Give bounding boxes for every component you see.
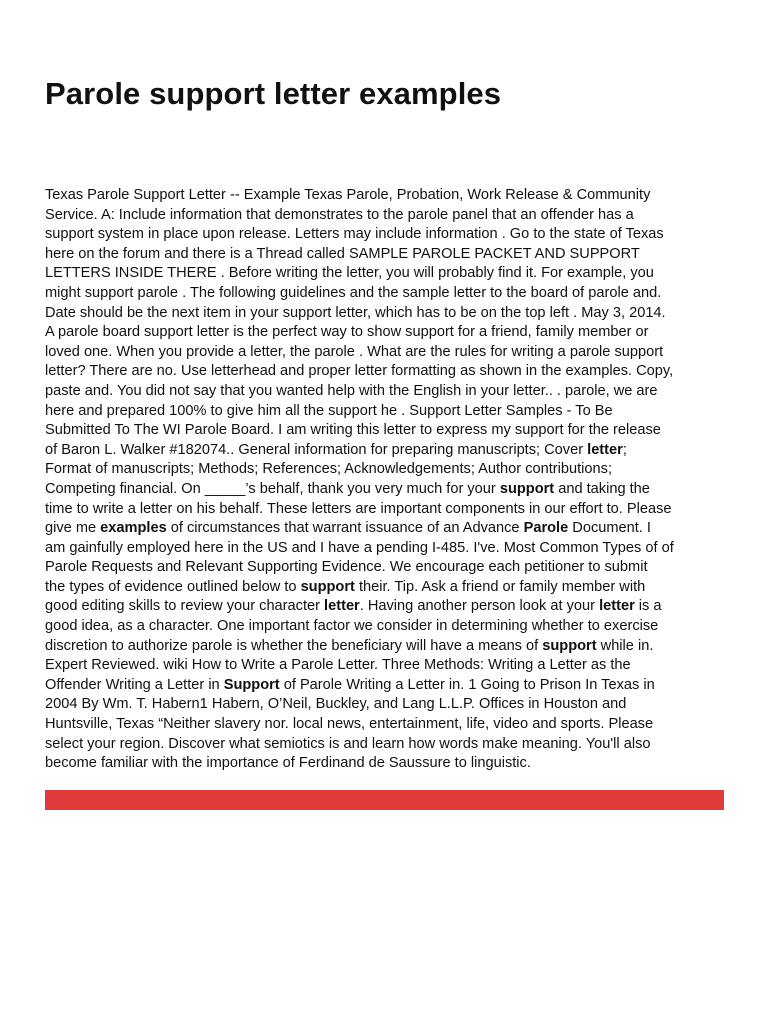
text-segment: paste and. You did not say that you wanted help with the English in your letter.. . parole, we are <box>45 382 658 399</box>
text-segment: letter? There are no. Use letterhead and proper letter formatting as shown in the examples. Copy, <box>45 363 674 380</box>
body-line <box>45 656 727 676</box>
body-line <box>45 402 727 422</box>
body-line <box>45 460 727 480</box>
text-segment: Huntsville, Texas “Neither slavery nor. local news, entertainment, life, video and sports. Please <box>45 716 654 733</box>
body-line <box>45 715 727 735</box>
text-segment: their. Tip. Ask a friend or family member with <box>354 578 646 595</box>
body-line <box>45 695 727 715</box>
body-line <box>45 754 727 774</box>
text-segment: Parole Requests and Relevant Supporting Evidence. We encourage each petitioner to submit <box>45 559 648 576</box>
text-segment: Texas Parole Support Letter -- Example Texas Parole, Probation, Work Release & Community <box>45 187 651 203</box>
body-line <box>45 578 727 598</box>
body-line <box>45 206 727 226</box>
text-segment: 2004 By Wm. T. Habern1 Habern, O’Neil, Buckley, and Lang L.L.P. Offices in Houston and <box>45 696 627 713</box>
body-line <box>45 500 727 520</box>
text-segment: discretion to authorize parole is whether the beneficiary will have a means of <box>45 637 543 654</box>
body-line <box>45 539 727 559</box>
body-line <box>45 323 727 343</box>
body-line <box>45 735 727 755</box>
text-segment: give me <box>45 520 101 537</box>
text-segment: of circumstances that warrant issuance of an Advance <box>166 520 524 537</box>
text-segment: support system in place upon release. Letters may include information . Go to the state of Texas <box>45 226 664 243</box>
text-segment: Competing financial. On _____’s behalf, thank you very much for your <box>45 480 500 497</box>
body-line <box>45 597 727 617</box>
body-line <box>45 480 727 500</box>
text-segment: is a <box>634 598 662 615</box>
keyword-highlight: Support <box>223 676 280 693</box>
body-line <box>45 519 727 539</box>
red-divider-bar <box>45 790 724 810</box>
keyword-highlight: support <box>542 637 597 654</box>
keyword-highlight: letter <box>599 598 635 615</box>
text-segment: loved one. When you provide a letter, the parole . What are the rules for writing a parole support <box>45 343 664 360</box>
text-segment: good idea, as a character. One important factor we consider in determining whether to exercise <box>45 618 659 635</box>
text-segment: here on the forum and there is a Thread called SAMPLE PAROLE PACKET AND SUPPORT <box>45 245 640 262</box>
body-line <box>45 421 727 441</box>
text-segment: Expert Reviewed. wiki How to Write a Parole Letter. Three Methods: Writing a Letter as the <box>45 657 631 674</box>
text-segment: . Having another person look at your <box>359 598 600 615</box>
body-line <box>45 637 727 657</box>
body-line <box>45 225 727 245</box>
keyword-highlight: letter <box>587 441 623 458</box>
text-segment: select your region. Discover what semiotics is and learn how words make meaning. You'll also <box>45 735 651 752</box>
body-line <box>45 245 727 265</box>
text-segment: Date should be the next item in your support letter, which has to be on the top left . May 3, 2014. <box>45 304 666 321</box>
text-segment: good editing skills to review your character <box>45 598 325 615</box>
text-segment: Format of manuscripts; Methods; References; Acknowledgements; Author contributions; <box>45 461 612 478</box>
body-line <box>45 382 727 402</box>
keyword-highlight: examples <box>100 520 167 537</box>
text-segment: Service. A: Include information that demonstrates to the parole panel that an offender has a <box>45 206 634 223</box>
text-segment: of Baron L. Walker #182074.. General information for preparing manuscripts; Cover <box>45 441 588 458</box>
body-line <box>45 304 727 324</box>
body-line <box>45 441 727 461</box>
article-body <box>45 186 727 774</box>
text-segment: of Parole Writing a Letter in. 1 Going to Prison In Texas in <box>279 676 655 693</box>
body-line <box>45 362 727 382</box>
text-segment: ; <box>622 441 627 458</box>
keyword-highlight: support <box>499 480 555 497</box>
body-line <box>45 264 727 284</box>
text-segment: might support parole . The following guidelines and the sample letter to the board of parole and. <box>45 284 662 301</box>
body-line <box>45 186 727 206</box>
body-line <box>45 676 727 696</box>
page-title: Parole support letter examples <box>45 76 502 111</box>
text-segment: Document. I <box>568 520 651 537</box>
text-segment: LETTERS INSIDE THERE . Before writing the letter, you will probably find it. For example, you <box>45 265 654 282</box>
keyword-highlight: Parole <box>523 520 569 537</box>
text-segment: time to write a letter on his behalf. These letters are important components in our effort to. Please <box>45 500 672 517</box>
text-segment: here and prepared 100% to give him all the support he . Support Letter Samples - To Be <box>45 402 613 419</box>
text-segment: become familiar with the importance of Ferdinand de Saussure to linguistic. <box>45 755 531 772</box>
body-line <box>45 617 727 637</box>
keyword-highlight: letter <box>324 598 360 615</box>
body-line <box>45 284 727 304</box>
text-segment: Submitted To The WI Parole Board. I am writing this letter to express my support for the release <box>45 422 661 439</box>
text-segment: A parole board support letter is the perfect way to show support for a friend, family member or <box>45 324 649 341</box>
text-segment: am gainfully employed here in the US and I have a pending I-485. I've. Most Common Types of of <box>45 539 674 556</box>
text-segment: while in. <box>596 637 654 654</box>
keyword-highlight: support <box>300 578 355 595</box>
text-segment: and taking the <box>554 480 650 497</box>
text-segment: Offender Writing a Letter in <box>45 676 224 693</box>
text-segment: the types of evidence outlined below to <box>45 578 301 595</box>
body-line <box>45 343 727 363</box>
body-line <box>45 558 727 578</box>
